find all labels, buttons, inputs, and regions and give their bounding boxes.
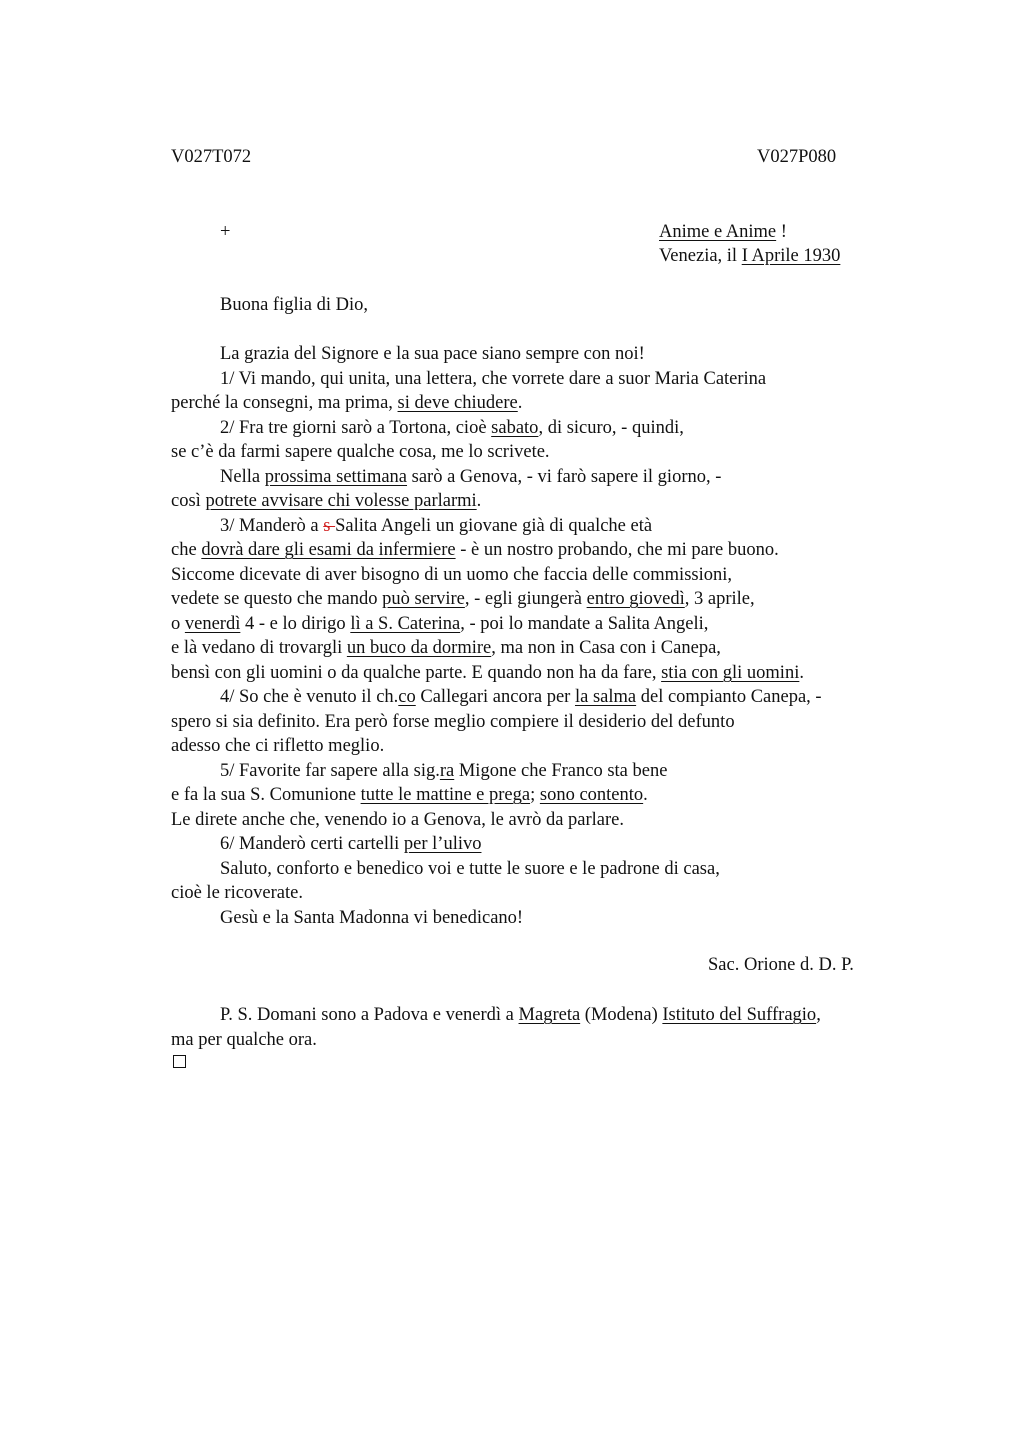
underlined-span: si deve chiudere (397, 393, 518, 413)
text-span: vedete se questo che mando (171, 589, 383, 609)
document-code-left: V027T072 (171, 147, 252, 167)
body-line-12 (171, 612, 708, 637)
underlined-span: un buco da dormire (346, 638, 492, 658)
text-span: 5/ Favorite far sapere alla sig. (220, 761, 440, 781)
text-span: 3/ Manderò a (220, 516, 324, 536)
underlined-span: potrete avvisare chi volesse parlarmi (205, 491, 477, 511)
body-line-7 (171, 489, 481, 514)
salutation: Buona figlia di Dio, (220, 295, 368, 315)
place-prefix: Venezia, il (659, 246, 742, 266)
postscript-line-2: ma per qualche ora. (171, 1030, 317, 1050)
body-line-6 (220, 465, 721, 490)
underlined-span: sabato (491, 418, 539, 438)
underlined-span: la salma (574, 687, 637, 707)
motto-text: Anime e Anime (659, 222, 777, 242)
underlined-span: ra (439, 761, 455, 781)
text-span: e fa la sua S. Comunione (171, 785, 361, 805)
body-line-17: adesso che ci rifletto meglio. (171, 736, 385, 756)
end-of-document-box-icon (173, 1055, 186, 1068)
cross-symbol: + (220, 222, 231, 242)
text-span: e là vedano di trovargli (171, 638, 347, 658)
body-line-21 (220, 832, 481, 857)
body-line-4 (220, 416, 684, 441)
text-span: ; (530, 785, 540, 805)
underlined-span: co (398, 687, 416, 707)
motto-exclamation: ! (776, 222, 787, 242)
body-line-23: cioè le ricoverate. (171, 883, 303, 903)
body-line-10: Siccome dicevate di aver bisogno di un uomo che faccia delle commissioni, (171, 565, 732, 585)
text-span: , - egli giungerà (464, 589, 587, 609)
underlined-span: Istituto del Suffragio (662, 1005, 817, 1025)
text-span: Callegari ancora per (415, 687, 575, 707)
text-span: che (171, 540, 202, 560)
text-span: 6/ Manderò certi cartelli (220, 834, 404, 854)
body-line-9 (171, 538, 779, 563)
text-span: del compianto Canepa, - (636, 687, 822, 707)
text-span: perché la consegni, ma prima, (171, 393, 398, 413)
underlined-span: prossima settimana (264, 467, 408, 487)
text-span: , ma non in Casa con i Canepa, (491, 638, 721, 658)
body-line-18 (220, 759, 667, 784)
text-span: sarò a Genova, - vi farò sapere il giorno, - (407, 467, 722, 487)
struck-through-span: s (323, 516, 336, 536)
signature: Sac. Orione d. D. P. (708, 955, 854, 975)
text-span: . (799, 663, 804, 683)
text-span: , (816, 1005, 821, 1025)
motto (659, 222, 787, 243)
text-span: 4/ So che è venuto il ch. (220, 687, 399, 707)
text-span: . (517, 393, 523, 413)
body-line-19 (171, 783, 648, 808)
body-line-8 (220, 514, 652, 539)
text-span: P. S. Domani sono a Padova e venerdì a (220, 1005, 519, 1025)
text-span: Nella (220, 467, 265, 487)
underlined-span: tutte le mattine e prega (360, 785, 531, 805)
body-line-24: Gesù e la Santa Madonna vi benedicano! (220, 908, 524, 928)
body-line-5: se c’è da farmi sapere qualche cosa, me lo scrivete. (171, 442, 550, 462)
body-line-3 (171, 391, 522, 416)
letter-date: I Aprile 1930 (741, 246, 841, 266)
text-span: , - poi lo mandate a Salita Angeli, (460, 614, 709, 634)
body-line-22: Saluto, conforto e benedico voi e tutte le suore e le padrone di casa, (220, 859, 720, 879)
underlined-span: stia con gli uomini (661, 663, 800, 683)
document-code-right: V027P080 (757, 147, 837, 167)
postscript-line-1 (220, 1003, 821, 1028)
body-line-11 (171, 587, 755, 612)
text-span: così (171, 491, 206, 511)
text-span: , di sicuro, - quindi, (538, 418, 684, 438)
underlined-span: può servire (382, 589, 465, 609)
body-line-15 (220, 685, 822, 710)
body-line-20: Le direte anche che, venendo io a Genova, le avrò da parlare. (171, 810, 625, 830)
text-span: Salita Angeli un giovane già di qualche età (335, 516, 653, 536)
body-line-14 (171, 661, 804, 686)
underlined-span: lì a S. Caterina (350, 614, 461, 634)
underlined-span: entro giovedì (586, 589, 685, 609)
underlined-span: Magreta (518, 1005, 581, 1025)
body-line-2: 1/ Vi mando, qui unita, una lettera, che vorrete dare a suor Maria Caterina (220, 369, 767, 389)
text-span: , 3 aprile, (684, 589, 755, 609)
text-span: - è un nostro probando, che mi pare buono. (455, 540, 779, 560)
body-line-13 (171, 636, 721, 661)
text-span: Migone che Franco sta bene (454, 761, 668, 781)
text-span: (Modena) (580, 1005, 663, 1025)
text-span: . (643, 785, 648, 805)
place-date (659, 246, 840, 267)
underlined-span: sono contento (539, 785, 644, 805)
underlined-span: per l’ulivo (403, 834, 482, 854)
body-line-1: La grazia del Signore e la sua pace siano sempre con noi! (220, 344, 645, 364)
text-span: bensì con gli uomini o da qualche parte. E quando non ha da fare, (171, 663, 662, 683)
text-span: . (476, 491, 482, 511)
text-span: 2/ Fra tre giorni sarò a Tortona, cioè (220, 418, 492, 438)
underlined-span: dovrà dare gli esami da infermiere (201, 540, 456, 560)
body-line-16: spero si sia definito. Era però forse meglio compiere il desiderio del defunto (171, 712, 735, 732)
text-span: 4 - e lo dirigo (240, 614, 351, 634)
underlined-span: venerdì (184, 614, 241, 634)
text-span: o (171, 614, 185, 634)
